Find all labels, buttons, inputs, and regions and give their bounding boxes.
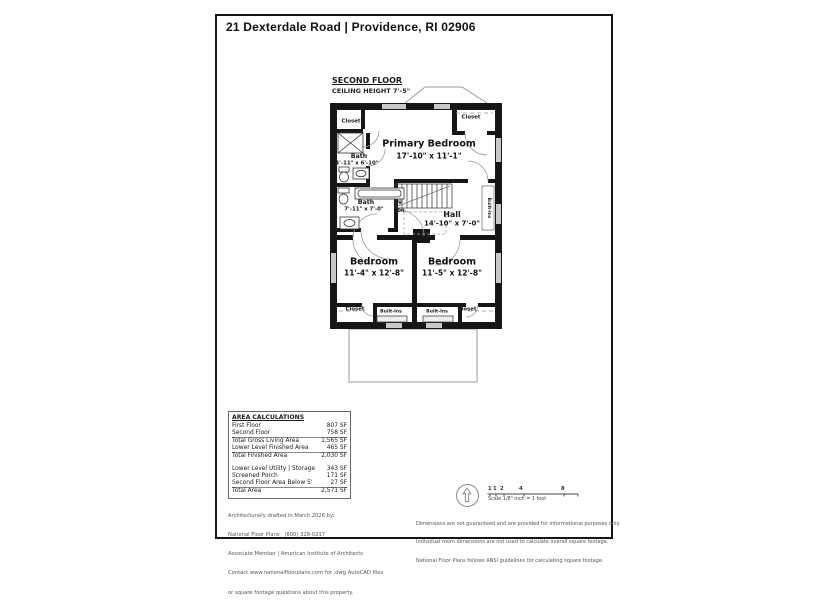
disclaimer-text xyxy=(416,509,620,576)
room-bedroom-left-name: Bedroom xyxy=(349,256,399,268)
row-value: 2,571 SF xyxy=(321,487,347,494)
table-row xyxy=(232,430,347,438)
room-hall-dims: 14'-10" x 7'-0" xyxy=(423,219,481,228)
room-primary-bedroom-dims: 17'-10" x 11'-1" xyxy=(396,151,462,161)
area-calculations-table xyxy=(228,411,351,499)
row-label: First Floor xyxy=(232,422,261,429)
toilet-bowl-lower xyxy=(339,194,348,204)
closet-label-bottom-left: Closet xyxy=(345,306,365,313)
table-row xyxy=(232,488,347,495)
sink-lower xyxy=(340,217,359,229)
credits-line: Contact www.nationalfloorplans.com for .dwg AutoCAD files xyxy=(228,570,384,577)
floor-label: SECOND FLOOR xyxy=(332,76,403,85)
lower-floor-outline xyxy=(349,329,477,382)
row-label: Second Floor xyxy=(232,429,271,436)
window-seat-right-line2: Built-Ins xyxy=(426,309,448,315)
room-bath-lower-name: Bath xyxy=(357,198,375,206)
table-row xyxy=(232,480,347,488)
scale-tick-label: 1 xyxy=(493,486,497,492)
room-bath-upper-dims: 4'-11" x 6'-10" xyxy=(335,160,379,167)
scale-caption: Scale 1/8" inch = 1 foot xyxy=(488,495,547,502)
room-bedroom-right-name: Bedroom xyxy=(427,256,477,268)
table-row xyxy=(232,466,347,473)
table-row xyxy=(232,423,347,430)
window-seat-left-line1: Window Seat xyxy=(374,303,408,309)
dormer-roof-outline xyxy=(405,87,487,103)
area-table-title: AREA CALCULATIONS xyxy=(232,414,305,421)
row-value: 758 SF xyxy=(326,429,347,436)
sink-upper xyxy=(353,168,369,179)
row-value: 2,030 SF xyxy=(321,452,347,459)
stairs-down-label: DN xyxy=(397,207,405,213)
row-value: 465 SF xyxy=(326,444,347,451)
scale-tick-label: 1 xyxy=(488,486,492,492)
disclaimer-line: National Floor Plans follows ANSI guidelines for calculating square footage. xyxy=(416,557,604,564)
window-seat-right-line1: Window Seat xyxy=(420,303,454,309)
document-title: 21 Dexterdale Road | Providence, RI 02906 xyxy=(226,20,476,34)
row-label: Total Finished Area xyxy=(232,452,288,459)
north-arrow-glyph xyxy=(457,485,477,505)
drafting-credits xyxy=(228,500,383,609)
built-ins-label: Built-Ins xyxy=(486,197,492,219)
north-arrow-icon xyxy=(456,484,479,507)
toilet-bowl-upper xyxy=(340,172,349,182)
credits-line: Architecturally drafted in March 2026 by: xyxy=(228,512,335,519)
room-bath-upper-name: Bath xyxy=(350,152,368,160)
floor-plan-drawing xyxy=(315,80,515,390)
table-row xyxy=(232,453,347,460)
table-row xyxy=(232,473,347,480)
toilet-tank-upper xyxy=(339,167,349,172)
table-row xyxy=(232,438,347,445)
disclaimer-line: Dimensions are not guaranteed and are provided for informational purposes only. xyxy=(416,521,621,528)
room-bath-lower-dims: 7'-11" x 7'-0" xyxy=(344,206,384,213)
scale-tick-label: 2 xyxy=(500,486,504,492)
table-row xyxy=(232,445,347,453)
toilet-tank-lower xyxy=(338,188,349,193)
row-value: 27 SF xyxy=(330,479,347,486)
scale-tick-label: 4 xyxy=(519,486,523,492)
row-label: Total Gross Living Area xyxy=(232,437,300,444)
row-label: Screened Porch xyxy=(232,472,278,479)
row-label: Total Area xyxy=(232,487,262,494)
room-hall-name: Hall xyxy=(443,210,461,219)
ceiling-height-label: CEILING HEIGHT 7'-5" xyxy=(332,87,411,95)
row-value: 1,565 SF xyxy=(321,437,347,444)
room-primary-bedroom-name: Primary Bedroom xyxy=(382,138,476,150)
closet-label-bottom-right: Closet xyxy=(457,306,477,313)
room-bedroom-left-dims: 11'-4" x 12'-8" xyxy=(343,268,405,278)
chimney xyxy=(413,229,430,243)
credits-line: or square footage questions about this property. xyxy=(228,589,354,596)
row-value: 171 SF xyxy=(326,472,347,479)
row-label: Lower Level Finished Area xyxy=(232,444,309,451)
scale-bar xyxy=(487,486,582,506)
disclaimer-line: Individual room dimensions are not used to calculate overall square footage. xyxy=(416,539,609,546)
credits-line: Associate Member | American Institute of Architects xyxy=(228,551,363,558)
room-bedroom-right-dims: 11'-5" x 12'-8" xyxy=(421,268,483,278)
closet-label-top-right: Closet xyxy=(461,114,481,121)
row-value: 343 SF xyxy=(326,465,347,472)
credits-line: National Floor Plans (800) 328-0217 xyxy=(228,532,326,539)
row-label: Second Floor Area Below 5' xyxy=(232,479,313,486)
scale-tick-label: 8 xyxy=(561,486,565,492)
row-label: Lower Level Utility | Storage xyxy=(232,465,316,472)
window-seat-left-line2: Built-Ins xyxy=(380,309,402,315)
closet-label-top-left: Closet xyxy=(341,118,361,125)
row-value: 807 SF xyxy=(326,422,347,429)
